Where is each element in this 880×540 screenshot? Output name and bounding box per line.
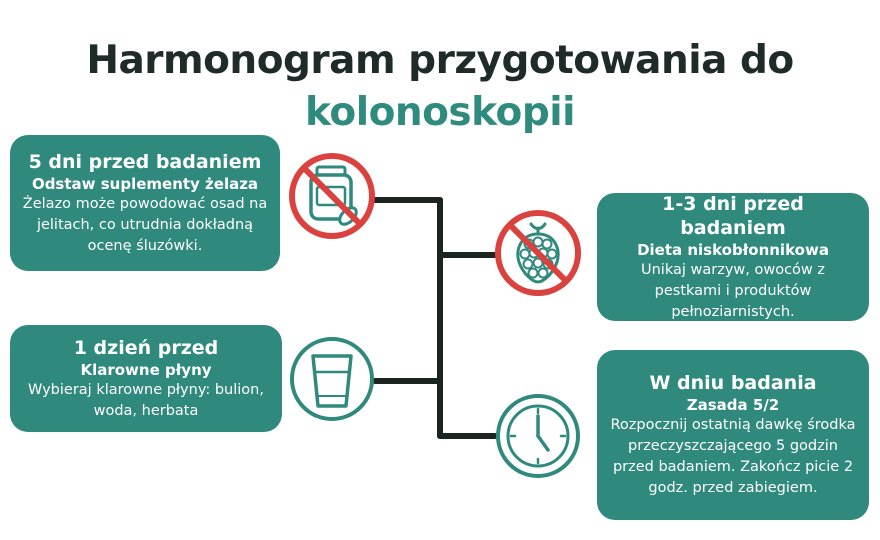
page-title: Harmonogram przygotowania do bbox=[86, 38, 794, 83]
no-supplement-jar-icon bbox=[289, 153, 375, 239]
step-subheading: Dieta niskobłonnikowa bbox=[637, 240, 829, 259]
step-description: Rozpocznij ostatnią dawkę środka przeczyszczającego 5 godzin przed badaniem. Zakończ picie 2 godz. przed zabiegiem. bbox=[610, 417, 856, 496]
step-card-exam-day bbox=[597, 350, 869, 520]
step-card-1-day bbox=[10, 325, 282, 432]
step-subheading: Klarowne płyny bbox=[80, 360, 212, 379]
step-card-1-3-days bbox=[597, 193, 869, 321]
step-heading: 1 dzień przed bbox=[73, 336, 219, 359]
step-heading: W dniu badania bbox=[649, 372, 817, 394]
step-subheading: Zasada 5/2 bbox=[686, 396, 780, 414]
step-card-5-days bbox=[10, 135, 280, 271]
page-title-accent: kolonoskopii bbox=[305, 90, 575, 135]
step-heading: 1-3 dni przed badaniem bbox=[662, 192, 804, 239]
step-subheading: Odstaw suplementy żelaza bbox=[31, 174, 259, 193]
step-description: Żelazo może powodować osad na jelitach, co utrudnia dokładną ocenę śluzówki. bbox=[22, 195, 268, 254]
step-description: Wybieraj klarowne płyny: bulion, woda, herbata bbox=[28, 381, 264, 419]
glass-of-water-icon bbox=[289, 336, 375, 422]
clock-icon bbox=[495, 393, 581, 479]
step-heading: 5 dni przed badaniem bbox=[28, 150, 262, 173]
no-raspberry-icon bbox=[495, 210, 581, 296]
step-description: Unikaj warzyw, owoców z pestkami i produktów pełnoziarnistych. bbox=[641, 261, 825, 320]
